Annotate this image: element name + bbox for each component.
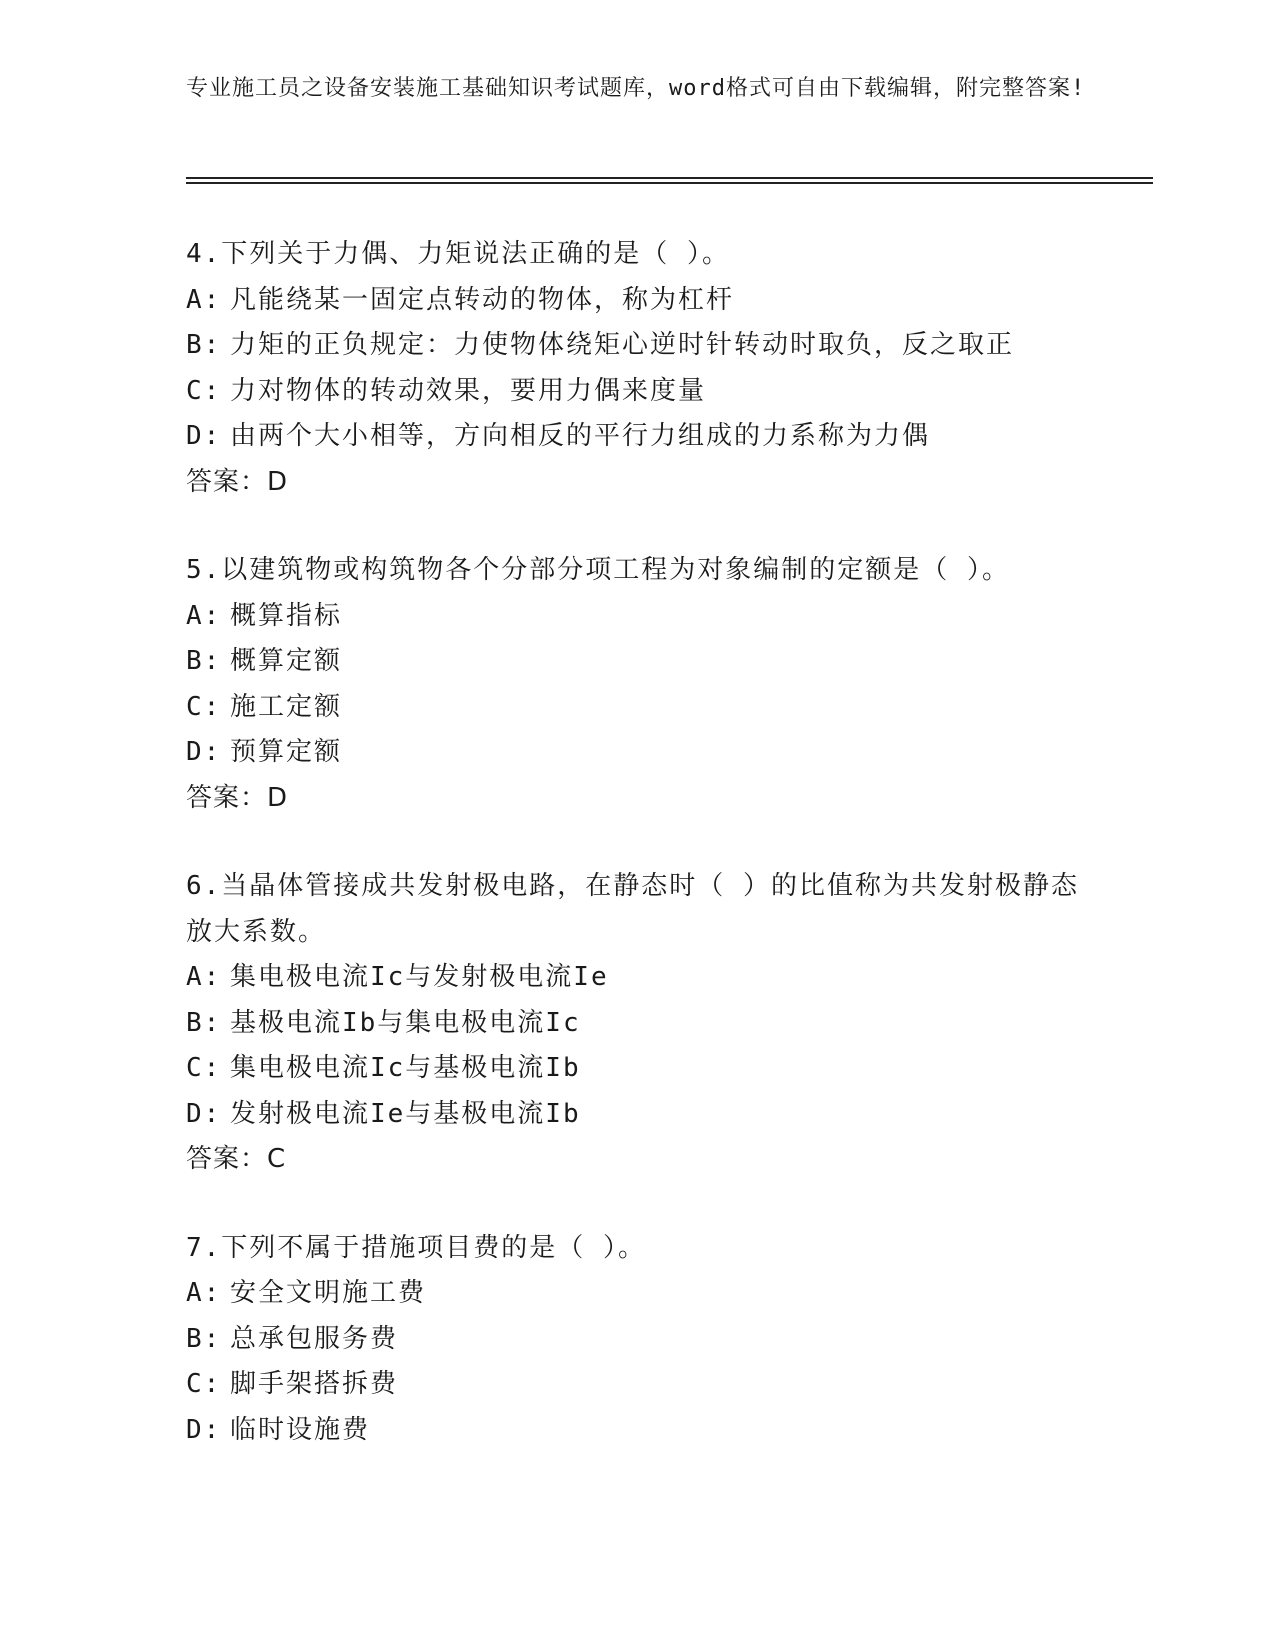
question-stem: 4.下列关于力偶、力矩说法正确的是（ ）。 (186, 239, 730, 269)
option-letter: D: (186, 1414, 222, 1445)
option-letter: C: (186, 1369, 222, 1399)
option-b (186, 1317, 1186, 1363)
question-6 (186, 864, 1186, 1183)
option-a (186, 1271, 1186, 1317)
option-a (186, 594, 1186, 640)
answer-line: 答案：D (186, 466, 289, 497)
option-d (186, 1408, 1186, 1454)
option-text: 力矩的正负规定：力使物体绕矩心逆时针转动时取负，反之取正 (230, 330, 1015, 360)
option-letter: C: (186, 375, 222, 406)
option-text: 安全文明施工费 (230, 1278, 427, 1308)
option-letter: B: (186, 1007, 222, 1038)
option-d (186, 414, 1186, 460)
header-divider-bottom (186, 182, 1153, 184)
option-c (186, 1046, 1186, 1092)
option-b (186, 323, 1186, 369)
option-letter: B: (186, 330, 222, 360)
option-letter: C: (186, 1053, 222, 1083)
option-text: 总承包服务费 (230, 1323, 399, 1354)
option-c (186, 1362, 1186, 1408)
question-stem: 6.当晶体管接成共发射极电路，在静态时（ ）的比值称为共发射极静态放大系数。 (186, 871, 1079, 947)
option-text: 集电极电流Ic与基极电流Ib (230, 1053, 581, 1083)
option-text: 脚手架搭拆费 (230, 1369, 399, 1399)
question-list (186, 232, 1186, 1496)
answer-line: 答案：C (186, 1144, 287, 1174)
option-b (186, 639, 1186, 685)
option-text: 概算定额 (230, 646, 343, 676)
option-letter: A: (186, 600, 222, 631)
option-text: 力对物体的转动效果，要用力偶来度量 (230, 375, 707, 406)
option-letter: B: (186, 1323, 222, 1354)
option-text: 基极电流Ib与集电极电流Ic (230, 1007, 581, 1038)
question-stem: 5.以建筑物或构筑物各个分部分项工程为对象编制的定额是（ ）。 (186, 555, 1010, 585)
option-b (186, 1001, 1186, 1047)
option-d (186, 1092, 1186, 1138)
option-letter: D: (186, 1098, 222, 1129)
option-letter: B: (186, 646, 222, 676)
option-text: 预算定额 (230, 737, 343, 767)
option-c (186, 685, 1186, 731)
option-text: 发射极电流Ie与基极电流Ib (230, 1098, 581, 1129)
document-header: 专业施工员之设备安装施工基础知识考试题库，word格式可自由下载编辑，附完整答案! (186, 76, 1086, 101)
option-a (186, 955, 1186, 1001)
question-stem: 7.下列不属于措施项目费的是（ ）。 (186, 1232, 646, 1263)
option-text: 凡能绕某一固定点转动的物体，称为杠杆 (230, 284, 735, 315)
question-4 (186, 232, 1186, 505)
option-a (186, 278, 1186, 324)
option-text: 概算指标 (230, 600, 343, 631)
question-7 (186, 1226, 1186, 1454)
option-text: 由两个大小相等，方向相反的平行力组成的力系称为力偶 (230, 421, 931, 451)
option-letter: A: (186, 1278, 222, 1308)
option-letter: A: (186, 284, 222, 315)
option-text: 施工定额 (230, 691, 343, 722)
option-text: 临时设施费 (230, 1414, 371, 1445)
option-letter: A: (186, 962, 222, 992)
option-c (186, 369, 1186, 415)
option-d (186, 730, 1186, 776)
question-5 (186, 548, 1186, 821)
header-divider-top (186, 177, 1153, 179)
option-text: 集电极电流Ic与发射极电流Ie (230, 962, 609, 992)
answer-line: 答案：D (186, 782, 289, 813)
option-letter: C: (186, 691, 222, 722)
option-letter: D: (186, 421, 222, 451)
option-letter: D: (186, 737, 222, 767)
